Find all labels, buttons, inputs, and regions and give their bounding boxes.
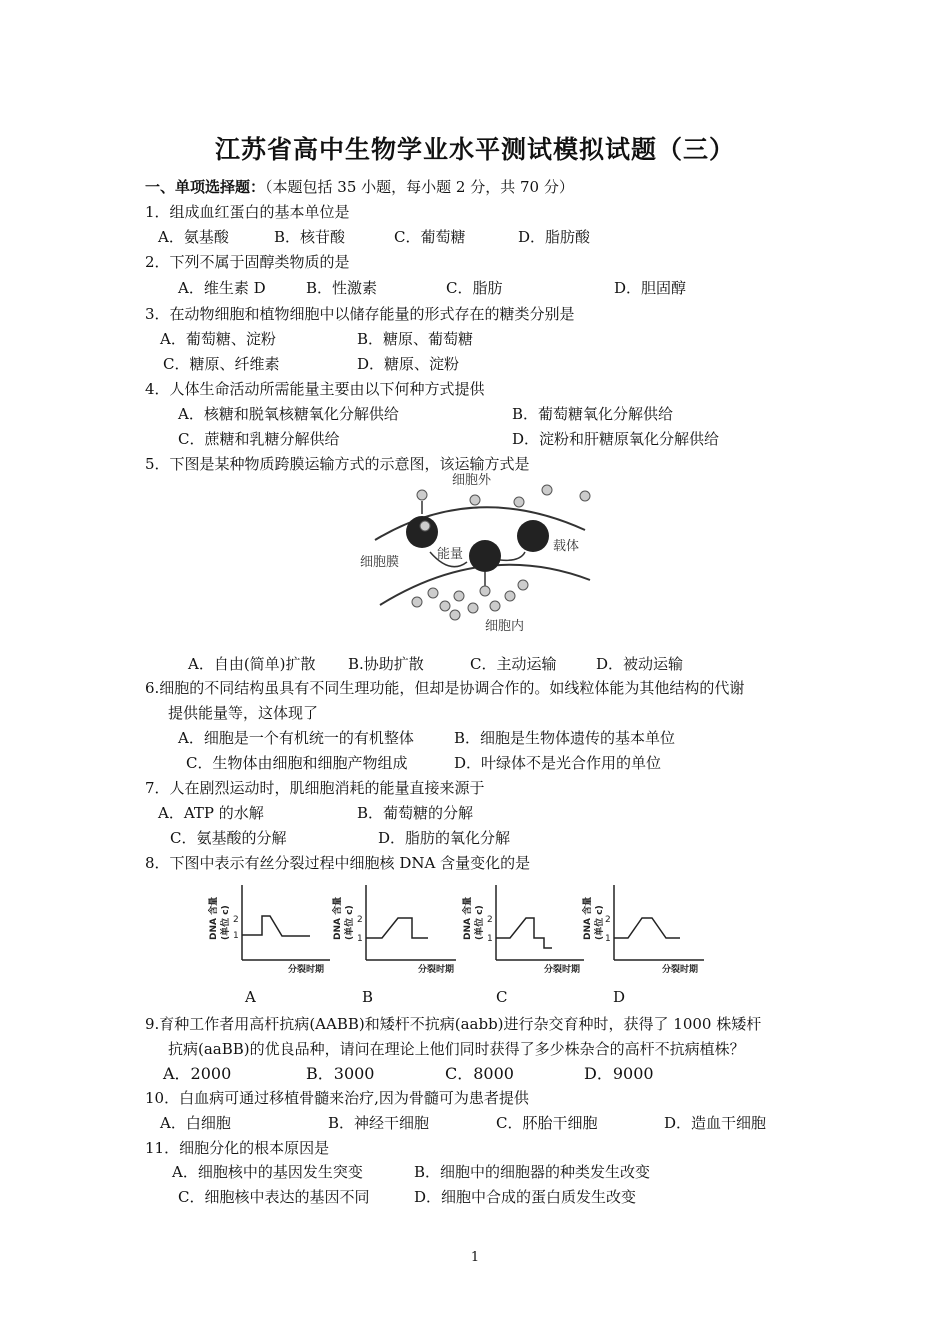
q8-option-d: D (613, 988, 626, 1006)
q6-option-c: C．生物体由细胞和细胞产物组成 (186, 754, 408, 772)
q4-option-d: D．淀粉和肝糖原氧化分解供给 (512, 430, 720, 448)
question-2-stem: 2．下列不属于固醇类物质的是 (145, 253, 350, 271)
question-1-stem: 1．组成血红蛋白的基本单位是 (145, 203, 350, 221)
page-number: 1 (470, 1250, 480, 1265)
molecule (505, 591, 515, 601)
q3-option-d: D．糖原、淀粉 (357, 355, 460, 373)
q10-option-b: B．神经干细胞 (328, 1114, 430, 1132)
q6-option-d: D．叶绿体不是光合作用的单位 (454, 754, 662, 772)
q11-option-a: A．细胞核中的基因发生突变 (172, 1163, 363, 1181)
graph-b-tick-2: 2 (357, 915, 363, 925)
graph-a-line (242, 916, 310, 936)
q11-option-c: C．细胞核中表达的基因不同 (178, 1188, 370, 1206)
q6-option-a: A．细胞是一个有机统一的有机整体 (178, 729, 414, 747)
dna-graphs-figure (200, 880, 710, 980)
q2-option-d: D．胆固醇 (614, 279, 687, 297)
graph-a-tick-1: 1 (233, 931, 239, 941)
molecule (468, 603, 478, 613)
dna-graph-b (331, 885, 456, 975)
q1-option-b: B．核苷酸 (274, 228, 346, 246)
graph-b-ylabel: DNA 含量 (333, 896, 343, 940)
dna-graph-d (581, 885, 704, 975)
q4-option-b: B．葡萄糖氧化分解供给 (512, 405, 674, 423)
q5-option-b: B.协助扩散 (348, 655, 424, 673)
graph-d-tick-1: 1 (605, 934, 611, 944)
molecule (480, 586, 490, 596)
q8-option-b: B (362, 988, 374, 1006)
q2-option-c: C．脂肪 (446, 279, 503, 297)
q1-option-d: D．脂肪酸 (518, 228, 591, 246)
carrier-protein (469, 540, 501, 572)
q11-option-d: D．细胞中合成的蛋白质发生改变 (414, 1188, 637, 1206)
molecule (542, 485, 552, 495)
section-heading: 一、单项选择题： (145, 178, 266, 196)
label-energy: 能量 (437, 547, 464, 562)
molecule (428, 588, 438, 598)
question-9-stem: 9.育种工作者用高杆抗病(AABB)和矮杆不抗病(aabb)进行杂交育种时，获得了 1000 株矮杆 (145, 1015, 762, 1033)
graph-a-ylabel-unit: (单位 c) (221, 905, 231, 940)
graph-d-ylabel: DNA 含量 (583, 896, 593, 940)
question-11-stem: 11．细胞分化的根本原因是 (145, 1139, 330, 1157)
question-6-stem-cont: 提供能量等，这体现了 (168, 704, 319, 722)
graph-c-xlabel: 分裂时期 (544, 965, 581, 975)
q4-option-a: A．核糖和脱氧核糖氧化分解供给 (178, 405, 399, 423)
carrier-protein (517, 520, 549, 552)
q7-option-a: A．ATP 的水解 (158, 804, 264, 822)
q5-option-a: A．自由(简单)扩散 (188, 655, 316, 673)
molecule (490, 601, 500, 611)
q3-option-c: C．糖原、纤维素 (163, 355, 280, 373)
q10-option-a: A．白细胞 (160, 1114, 231, 1132)
question-10-stem: 10．白血病可通过移植骨髓来治疗,因为骨髓可为患者提供 (145, 1089, 529, 1107)
question-4-stem: 4．人体生命活动所需能量主要由以下何种方式提供 (145, 380, 485, 398)
question-8-stem: 8．下图中表示有丝分裂过程中细胞核 DNA 含量变化的是 (145, 854, 531, 872)
q1-option-a: A．氨基酸 (158, 228, 229, 246)
molecule (417, 490, 427, 500)
graph-c-ylabel-unit: (单位 c) (475, 905, 485, 940)
q10-option-d: D．造血干细胞 (664, 1114, 767, 1132)
q7-option-c: C．氨基酸的分解 (170, 829, 287, 847)
q2-option-b: B．性激素 (306, 279, 378, 297)
membrane-transport-figure (355, 470, 605, 640)
q11-option-b: B．细胞中的细胞器的种类发生改变 (414, 1163, 651, 1181)
question-9-stem-cont: 抗病(aaBB)的优良品种，请问在理论上他们同时获得了多少株杂合的高杆不抗病植株？ (168, 1040, 745, 1058)
molecule (518, 580, 528, 590)
q5-option-d: D．被动运输 (596, 655, 684, 673)
q2-option-a: A．维生素 D (178, 279, 266, 297)
graph-a-tick-2: 2 (233, 915, 239, 925)
q8-option-c: C (496, 988, 508, 1006)
graph-b-line (366, 918, 428, 938)
q5-option-c: C．主动运输 (470, 655, 557, 673)
graph-d-xlabel: 分裂时期 (662, 965, 699, 975)
molecule (454, 591, 464, 601)
q9-option-a: A．2000 (163, 1064, 232, 1083)
carrier-arrow (500, 552, 525, 560)
q7-option-d: D．脂肪的氧化分解 (378, 829, 511, 847)
q1-option-c: C．葡萄糖 (394, 228, 466, 246)
dna-graph-c (461, 885, 584, 975)
graph-b-xlabel: 分裂时期 (418, 965, 455, 975)
q9-option-d: D．9000 (584, 1064, 654, 1083)
q8-option-a: A (245, 988, 256, 1006)
molecule (412, 597, 422, 607)
section-note: （本题包括 35 小题，每小题 2 分，共 70 分） (265, 178, 574, 196)
molecule (440, 601, 450, 611)
molecule (450, 610, 460, 620)
graph-c-tick-2: 2 (487, 915, 493, 925)
label-outside: 细胞外 (452, 473, 492, 488)
graph-a-xlabel: 分裂时期 (288, 965, 325, 975)
section-header (145, 177, 574, 197)
graph-c-ylabel: DNA 含量 (463, 896, 473, 940)
graph-c-line (496, 918, 552, 948)
question-7-stem: 7．人在剧烈运动时，肌细胞消耗的能量直接来源于 (145, 779, 485, 797)
graph-d-ylabel-unit: (单位 c) (595, 905, 605, 940)
q7-option-b: B．葡萄糖的分解 (357, 804, 474, 822)
question-3-stem: 3．在动物细胞和植物细胞中以储存能量的形式存在的糖类分别是 (145, 305, 575, 323)
graph-d-tick-2: 2 (605, 915, 611, 925)
molecule (470, 495, 480, 505)
graph-b-ylabel-unit: (单位 c) (345, 905, 355, 940)
molecule (514, 497, 524, 507)
page-title: 江苏省高中生物学业水平测试模拟试题（三） (214, 135, 735, 164)
carrier-protein (406, 516, 438, 548)
graph-d-line (614, 918, 680, 938)
question-6-stem: 6.细胞的不同结构虽具有不同生理功能，但却是协调合作的。如线粒体能为其他结构的代谢 (145, 679, 745, 697)
q3-option-a: A．葡萄糖、淀粉 (160, 330, 276, 348)
q4-option-c: C．蔗糖和乳糖分解供给 (178, 430, 340, 448)
graph-a-ylabel: DNA 含量 (209, 896, 219, 940)
molecule (420, 521, 430, 531)
dna-graph-a (207, 885, 330, 975)
q9-option-b: B．3000 (306, 1064, 375, 1083)
question-5-stem: 5．下图是某种物质跨膜运输方式的示意图，该运输方式是 (145, 455, 530, 473)
graph-b-tick-1: 1 (357, 934, 363, 944)
molecule (580, 491, 590, 501)
q10-option-c: C．肧胎干细胞 (496, 1114, 598, 1132)
label-carrier: 载体 (553, 539, 580, 554)
label-membrane: 细胞膜 (360, 555, 400, 570)
label-inside: 细胞内 (485, 619, 525, 634)
q6-option-b: B．细胞是生物体遗传的基本单位 (454, 729, 676, 747)
q9-option-c: C．8000 (445, 1064, 514, 1083)
q3-option-b: B．糖原、葡萄糖 (357, 330, 474, 348)
graph-c-tick-1: 1 (487, 934, 493, 944)
